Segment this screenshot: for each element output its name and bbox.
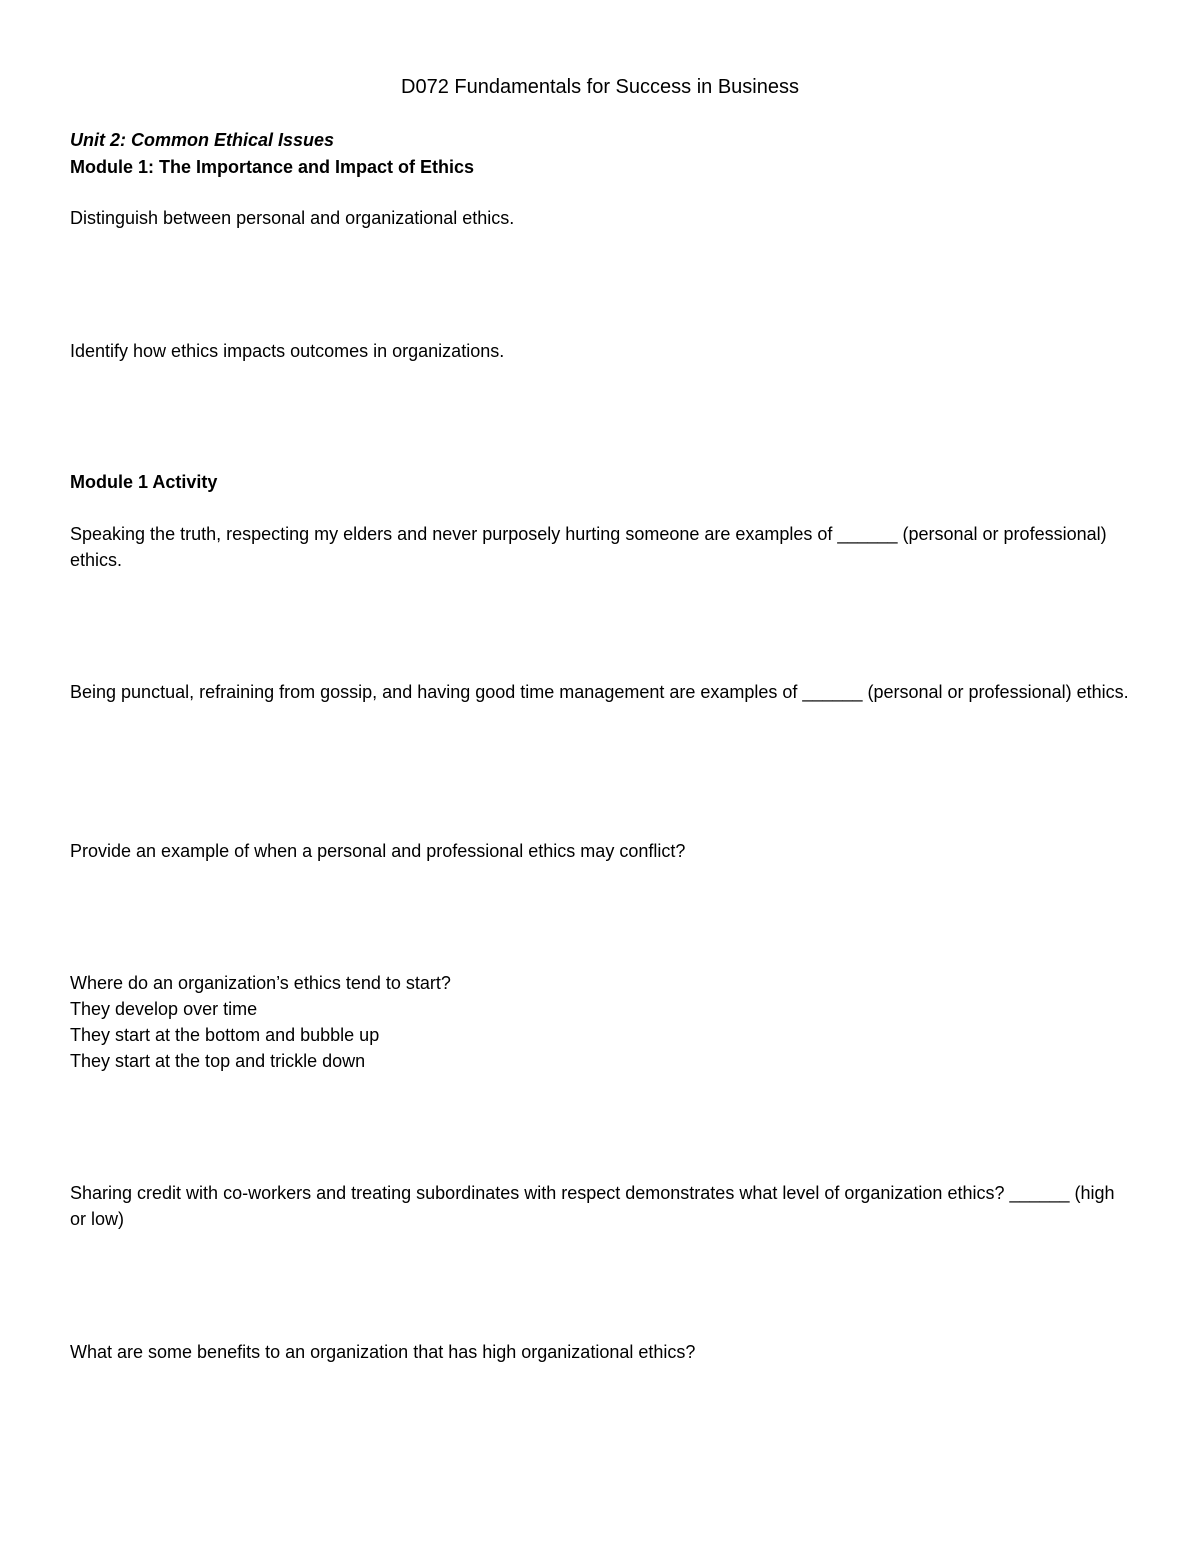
document-title: D072 Fundamentals for Success in Business xyxy=(401,76,799,98)
question-3: Provide an example of when a personal and professional ethics may conflict? xyxy=(70,841,686,861)
question-4-option-1: They develop over time xyxy=(70,999,258,1019)
question-6: What are some benefits to an organization that has high organizational ethics? xyxy=(70,1342,696,1362)
question-4-option-2: They start at the bottom and bubble up xyxy=(70,1025,380,1045)
activity-heading: Module 1 Activity xyxy=(70,472,218,492)
question-5: Sharing credit with co-workers and treating subordinates with respect demonstrates what level of organization ethics? ______ (high or low) xyxy=(70,1183,1115,1229)
question-4: Where do an organization’s ethics tend to start? xyxy=(70,973,451,993)
question-4-option-3: They start at the top and trickle down xyxy=(70,1051,366,1071)
question-1: Speaking the truth, respecting my elders and never purposely hurting someone are examples of ______ (personal or professional) ethics. xyxy=(70,524,1107,570)
objective-1: Distinguish between personal and organizational ethics. xyxy=(70,208,515,228)
module-heading: Module 1: The Importance and Impact of Ethics xyxy=(70,157,475,177)
question-2: Being punctual, refraining from gossip, and having good time management are examples of ______ (personal or professional) ethics. xyxy=(70,682,1129,702)
unit-heading: Unit 2: Common Ethical Issues xyxy=(70,130,335,150)
objective-2: Identify how ethics impacts outcomes in organizations. xyxy=(70,341,505,361)
